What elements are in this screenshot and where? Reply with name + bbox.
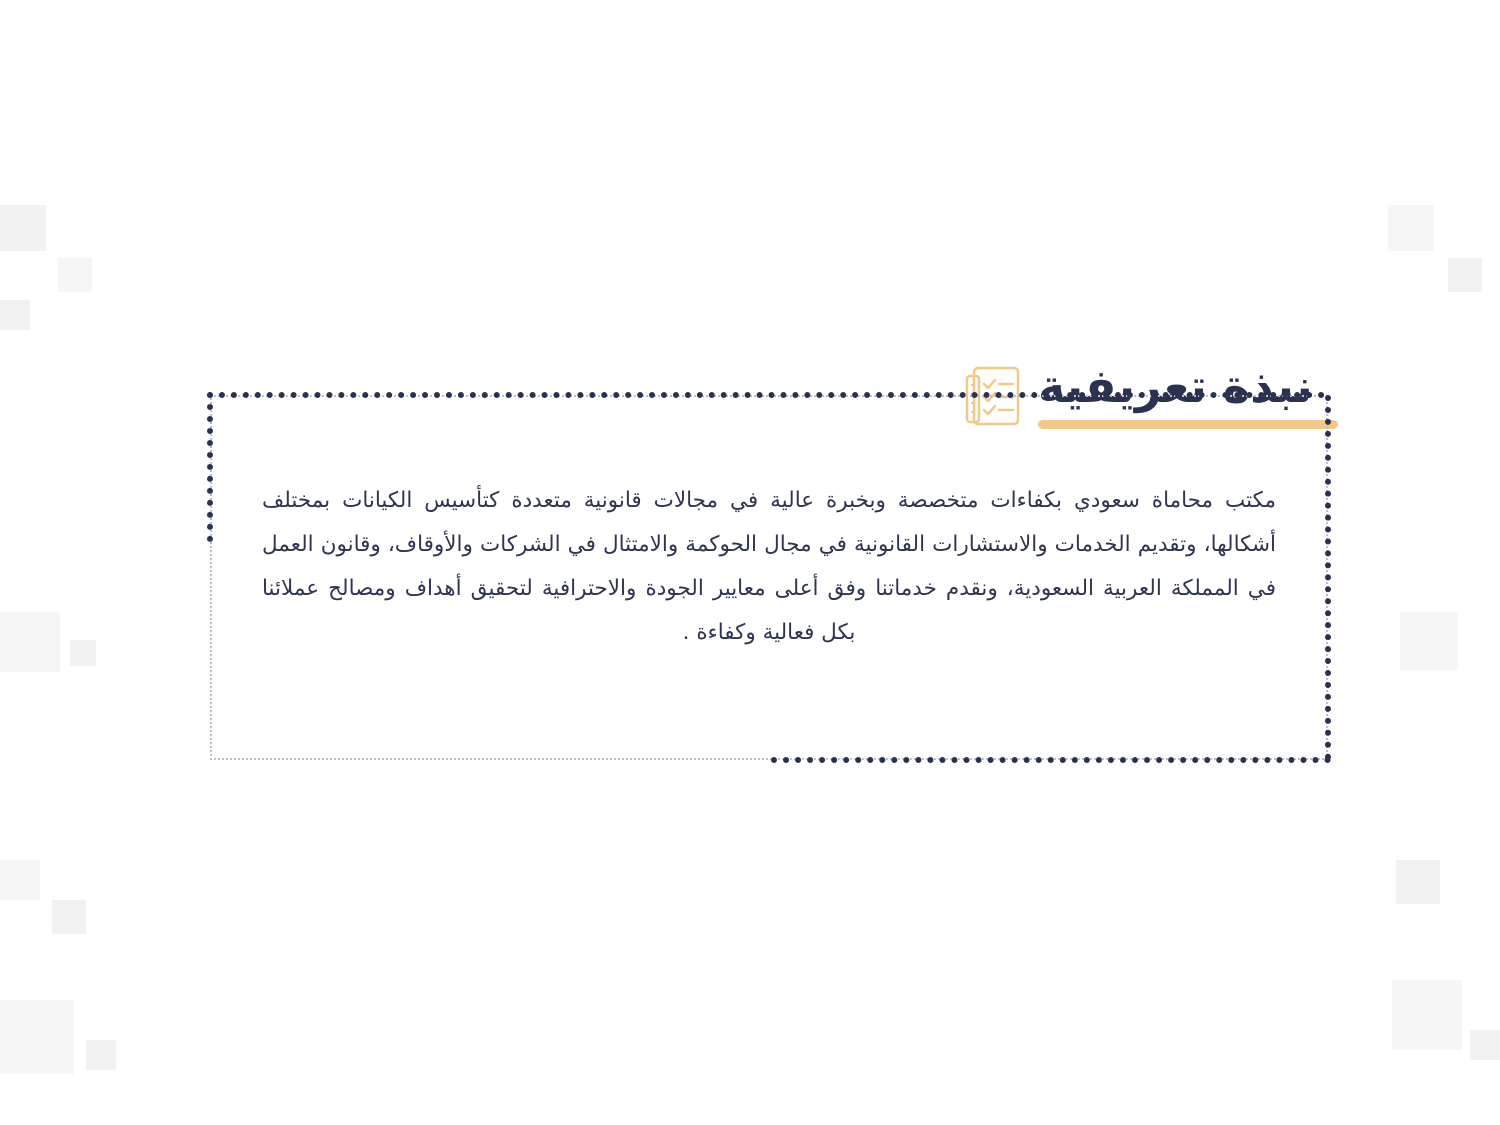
card-accent-top	[207, 392, 1325, 398]
page-title: نبذة تعريفية	[1038, 359, 1313, 413]
about-body-text: مكتب محاماة سعودي بكفاءات متخصصة وبخبرة عالية في مجالات قانونية متعددة كتأسيس الكيانات بمختلف أشكالها، وتقديم الخدمات والاستشارات القانونية في مجال الحوكمة والامتثال في الشركات والأوقاف، وقانون العمل في المملكة العربية السعودية، ونقدم خدماتنا وفق أعلى معايير الجودة والاحترافية لتحقيق أهداف ومصالح عملائنا بكل فعالية وكفاءة .	[262, 487, 1276, 645]
card-accent-left	[207, 392, 213, 542]
about-card	[210, 395, 1328, 760]
card-accent-right	[1325, 395, 1331, 760]
card-accent-bottom	[771, 757, 1331, 763]
